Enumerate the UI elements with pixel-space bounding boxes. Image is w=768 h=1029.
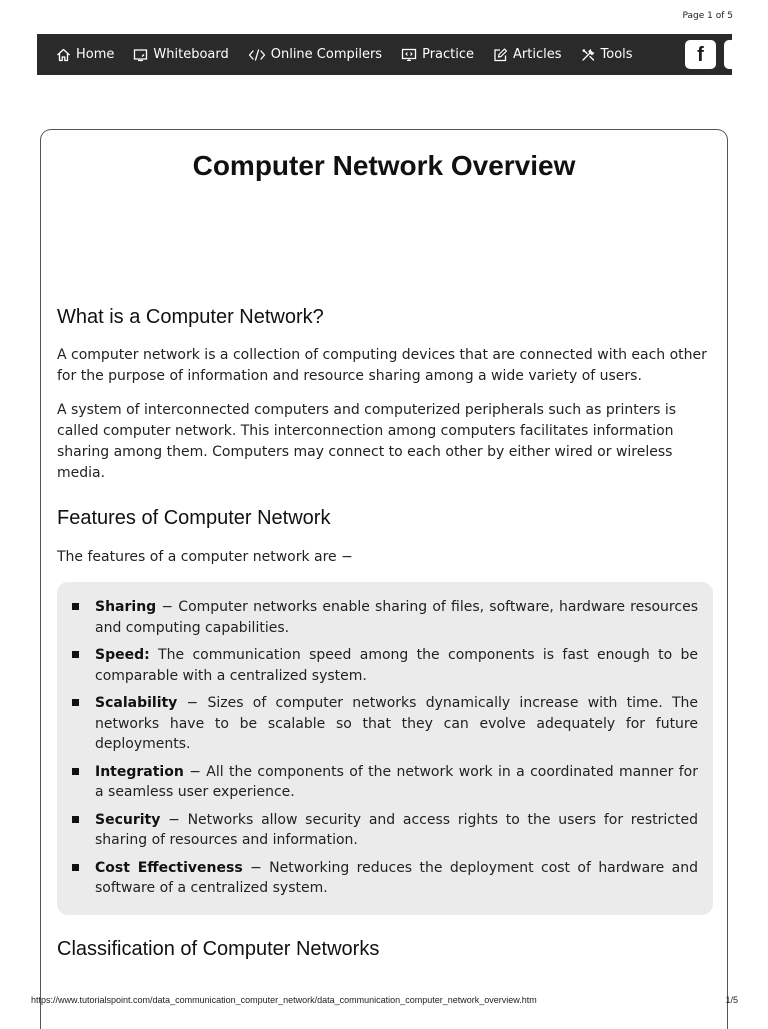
- feature-desc: − All the components of the network work in a coordinated manner for a seamless user experience.: [95, 763, 698, 800]
- feature-term: Scalability: [95, 695, 178, 711]
- feature-desc: − Networks allow security and access rights to the users for restricted sharing of resources and information.: [95, 811, 698, 848]
- nav-online-compilers[interactable]: [248, 47, 382, 62]
- section-heading-features: Features of Computer Network: [57, 507, 331, 529]
- bullet-icon: [72, 603, 79, 610]
- feature-desc: − Sizes of computer networks dynamically increase with time. The networks have to be scalable so that they can evolve adequately for future deployments.: [95, 695, 698, 752]
- nav-home-label: Home: [76, 47, 115, 62]
- footer-page-number: 1/5: [725, 995, 738, 1005]
- bullet-icon: [72, 864, 79, 871]
- bullet-icon: [72, 651, 79, 658]
- facebook-button[interactable]: [685, 40, 716, 69]
- list-item: [95, 645, 698, 686]
- list-item: [95, 597, 698, 638]
- home-icon: [56, 48, 71, 62]
- page-title: Computer Network Overview: [192, 150, 576, 181]
- code-icon: [248, 48, 266, 62]
- paragraph-features-intro: The features of a computer network are −: [57, 549, 353, 565]
- feature-desc: − Computer networks enable sharing of files, software, hardware resources and computing capabilities.: [95, 599, 698, 636]
- edit-icon: [493, 48, 508, 62]
- list-item: [95, 858, 698, 899]
- nav-tools[interactable]: [581, 47, 633, 62]
- nav-practice-label: Practice: [422, 47, 475, 62]
- feature-desc: The communication speed among the components is fast enough to be comparable with a centralized system.: [95, 647, 698, 684]
- bullet-icon: [72, 768, 79, 775]
- nav-practice[interactable]: [401, 47, 474, 62]
- list-item: [95, 693, 698, 755]
- top-navigation-bar: [37, 34, 732, 75]
- feature-term: Integration: [95, 763, 184, 780]
- section-heading-what-is: What is a Computer Network?: [57, 306, 324, 328]
- nav-tools-label: Tools: [600, 47, 633, 62]
- nav-articles-label: Articles: [513, 47, 562, 62]
- section-heading-classification: Classification of Computer Networks: [57, 938, 380, 960]
- nav-online-compilers-label: Online Compilers: [270, 47, 383, 62]
- page-number-header: Page 1 of 5: [682, 11, 733, 21]
- tools-icon: [581, 48, 596, 62]
- facebook-icon: f: [697, 43, 704, 66]
- features-box: [57, 582, 713, 915]
- feature-list: [95, 597, 698, 906]
- feature-term: Security: [95, 811, 161, 828]
- footer-url: https://www.tutorialspoint.com/data_communication_computer_network/data_communication_computer_network_overview.htm: [31, 995, 537, 1005]
- nav-articles[interactable]: [493, 47, 561, 62]
- nav-whiteboard-label: Whiteboard: [153, 47, 229, 62]
- practice-icon: [401, 48, 417, 62]
- list-item: [95, 762, 698, 803]
- whiteboard-icon: [133, 48, 148, 62]
- nav-whiteboard[interactable]: [133, 47, 228, 62]
- paragraph-system: A system of interconnected computers and computerized peripherals such as printers is called computer network. This interconnection among computers facilitates information sharing among them. Computers may connect to each other by either wired or wireless media.: [57, 402, 677, 481]
- social-button[interactable]: [724, 40, 732, 69]
- feature-desc: − Networking reduces the deployment cost of hardware and software of a centralized system.: [95, 859, 698, 896]
- list-item: [95, 810, 698, 851]
- feature-term: Cost Effectiveness: [95, 859, 243, 876]
- bullet-icon: [72, 816, 79, 823]
- feature-term: Sharing: [95, 599, 157, 615]
- paragraph-definition: A computer network is a collection of computing devices that are connected with each other for the purpose of information and resource sharing among a wide variety of users.: [57, 347, 707, 384]
- bullet-icon: [72, 699, 79, 706]
- feature-term: Speed:: [95, 647, 150, 663]
- nav-home[interactable]: [56, 47, 114, 62]
